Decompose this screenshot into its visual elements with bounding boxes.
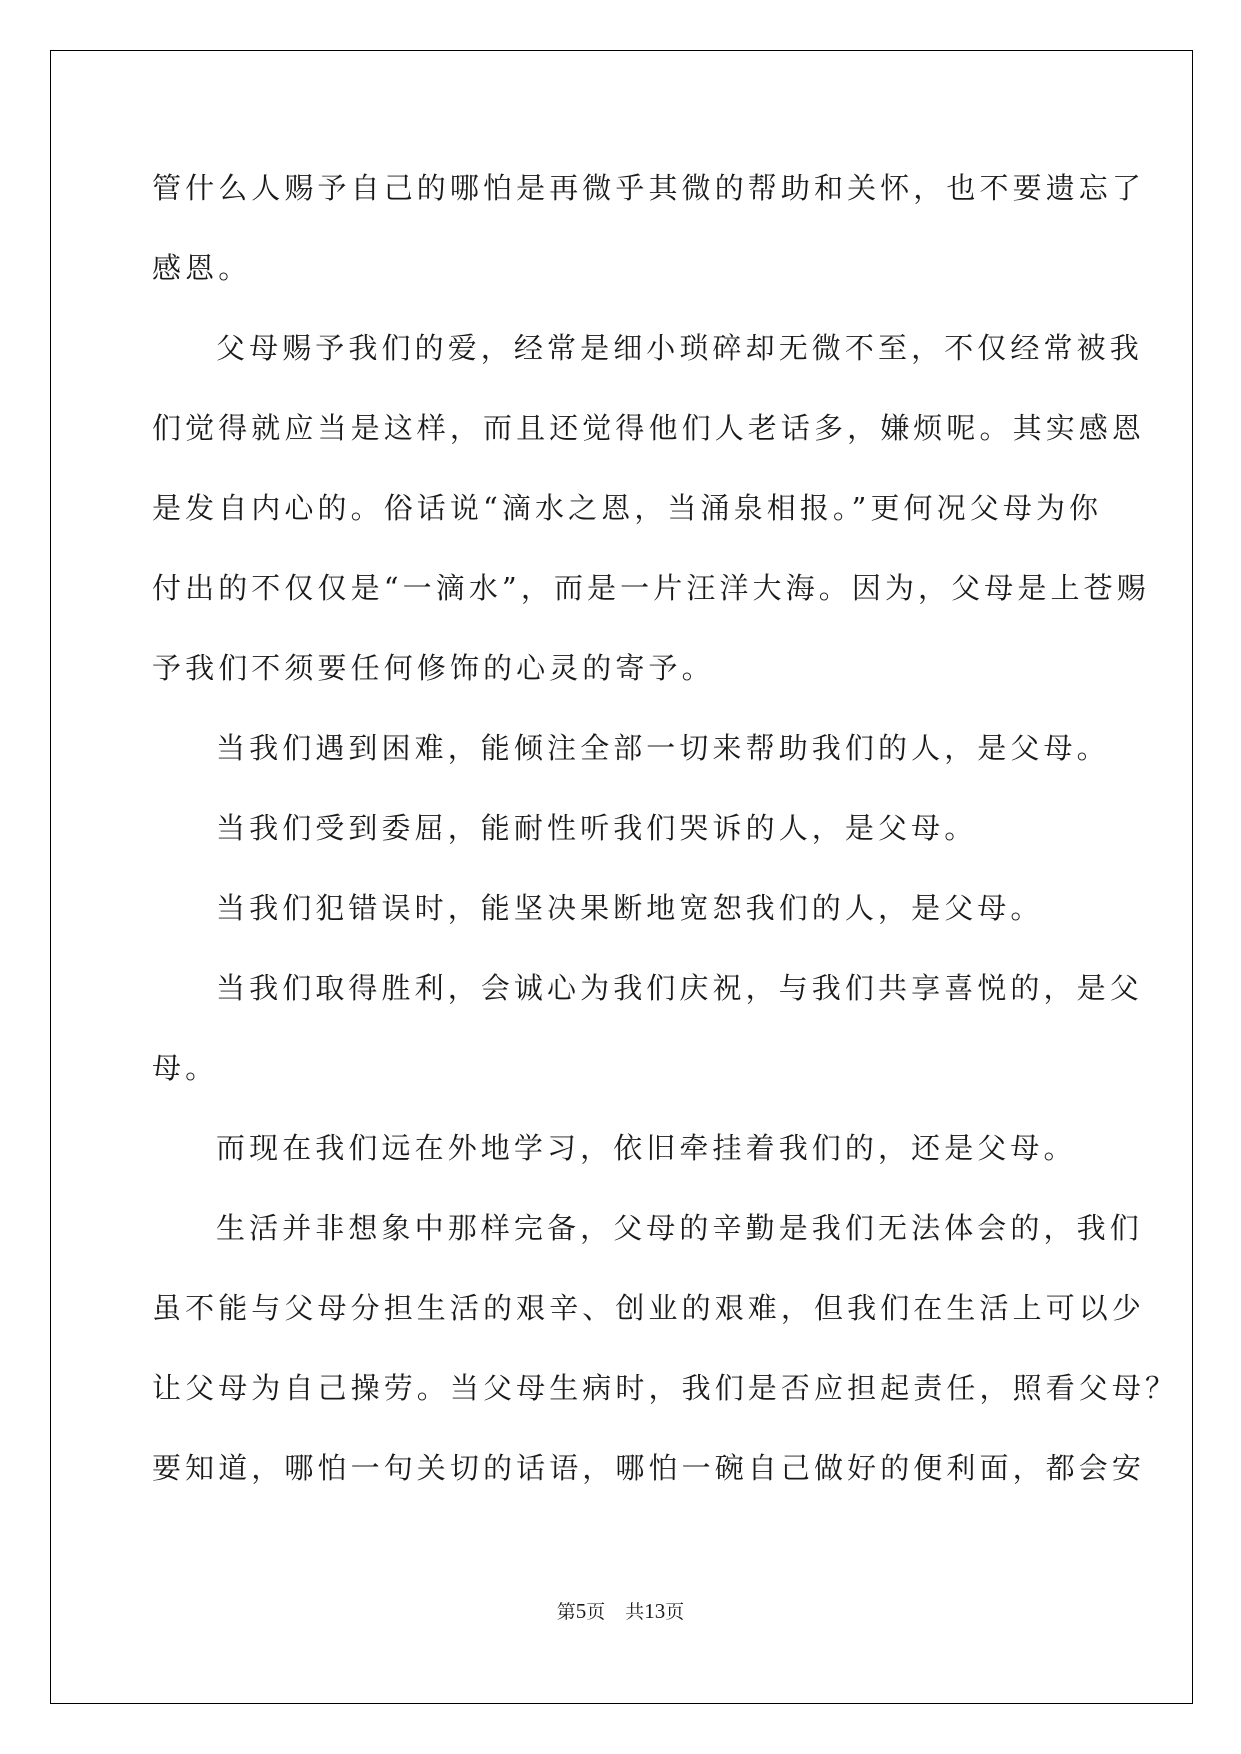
text-line: 当我们犯错误时，能坚决果断地宽恕我们的人，是父母。 [216,891,1044,925]
page-number: 5 [575,1599,587,1623]
text-line: 而现在我们远在外地学习，依旧牵挂着我们的，还是父母。 [216,1131,1077,1165]
text-line: 让父母为自己操劳。当父母生病时，我们是否应担起责任，照看父母？ [152,1371,1179,1405]
text-line: 管什么人赐予自己的哪怕是再微乎其微的帮助和关怀，也不要遗忘了 [152,171,1146,205]
page-suffix: 页 [586,1601,606,1623]
total-suffix: 页 [665,1601,685,1623]
text-line: 付出的不仅仅是“一滴水”，而是一片汪洋大海。因为，父母是上苍赐 [152,571,1150,605]
paragraph [152,948,1143,1108]
paragraph [152,788,1092,868]
text-line: 当我们受到委屈，能耐性听我们哭诉的人，是父母。 [216,811,978,845]
text-line: 当我们取得胜利，会诚心为我们庆祝，与我们共享喜悦的，是父 [216,971,1143,1005]
paragraph [152,1188,1179,1508]
text-line: 予我们不须要任何修饰的心灵的寄予。 [152,651,715,685]
text-line: 要知道，哪怕一句关切的话语，哪怕一碗自己做好的便利面，都会安 [152,1451,1146,1485]
paragraph [152,868,1092,948]
paragraph [152,1108,1092,1188]
text-line: 父母赐予我们的爱，经常是细小琐碎却无微不至，不仅经常被我 [216,331,1143,365]
text-line: 们觉得就应当是这样，而且还觉得他们人老话多，嫌烦呢。其实感恩 [152,411,1146,445]
total-pages: 13 [644,1599,666,1623]
text-line: 生活并非想象中那样完备，父母的辛勤是我们无法体会的，我们 [216,1211,1143,1245]
page-prefix: 第 [556,1601,576,1623]
page-footer [0,1597,1241,1624]
text-line: 母。 [152,1051,219,1085]
text-line: 是发自内心的。俗话说“滴水之恩，当涌泉相报。”更何况父母为你 [152,491,1103,525]
total-prefix: 共 [625,1601,645,1623]
text-line: 虽不能与父母分担生活的艰辛、创业的艰难，但我们在生活上可以少 [152,1291,1146,1325]
text-line: 感恩。 [152,251,252,285]
paragraph [152,148,1146,308]
paragraph [152,308,1150,708]
text-line: 当我们遇到困难，能倾注全部一切来帮助我们的人，是父母。 [216,731,1110,765]
document-body [152,148,1179,1508]
paragraph [152,708,1110,788]
